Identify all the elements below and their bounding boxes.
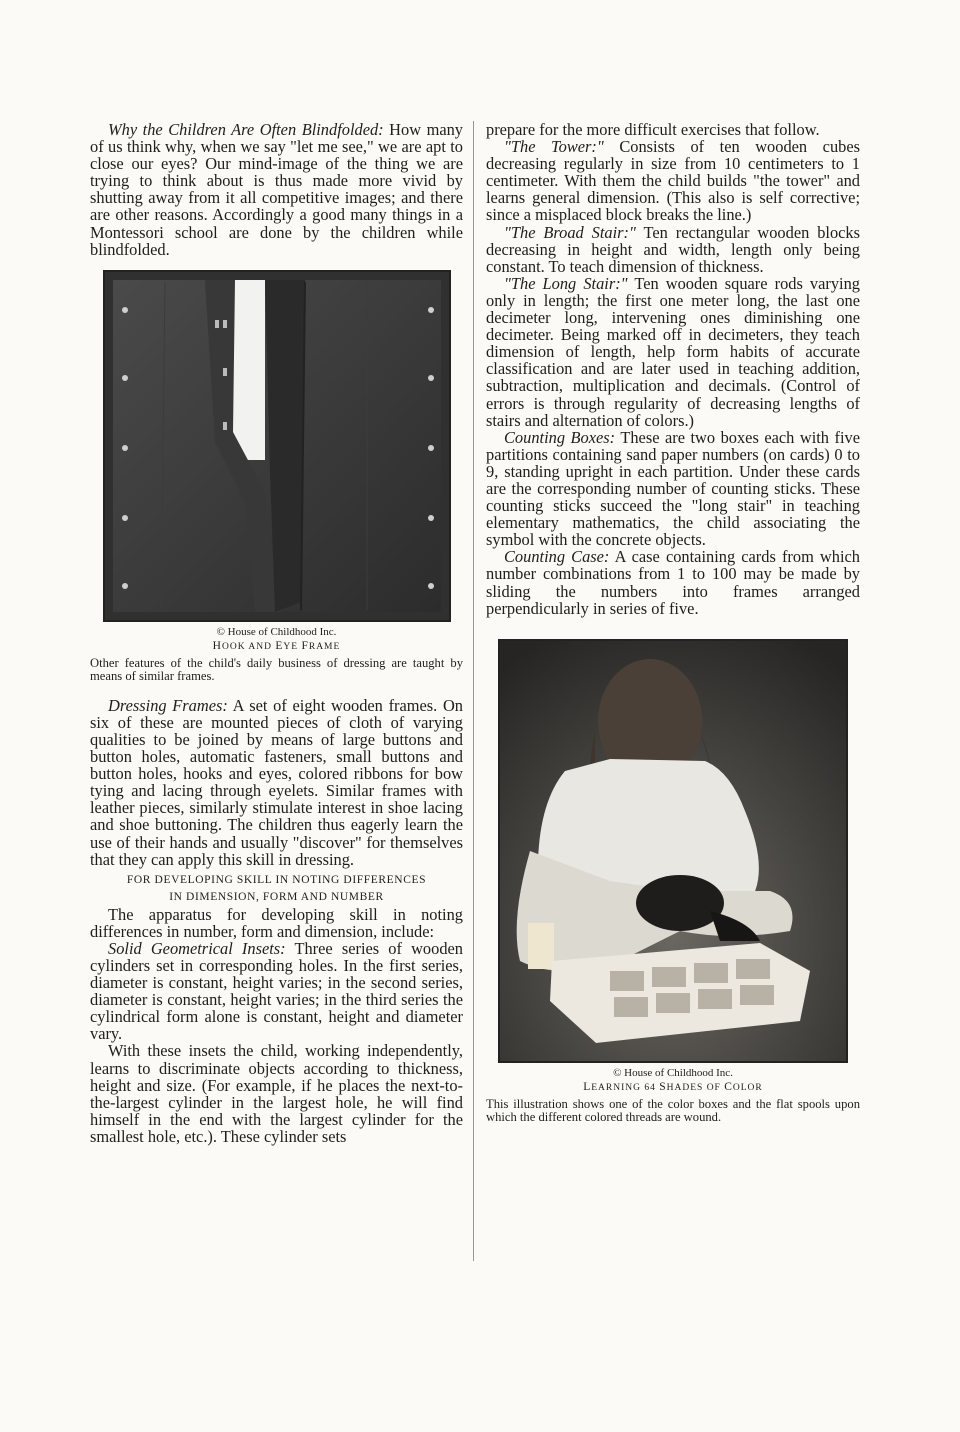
paragraph-dressing-frames [90, 697, 463, 868]
section-text: A case containing cards from which number combinations from 1 to 100 may be made by sliding the numbers into frames arranged perpendicularly in series of five. [486, 547, 860, 618]
section-title: Why the Children Are Often Blindfolded: [108, 120, 384, 139]
section-title: Dressing Frames: [108, 695, 228, 715]
left-column [90, 121, 463, 1145]
section-title: "The Tower:" [504, 137, 604, 157]
figure-hook-eye-frame [90, 270, 463, 683]
paragraph-continued: prepare for the more difficult exercises that follow. [486, 120, 820, 139]
figure-title: HOOK AND EYE FRAME [212, 639, 341, 652]
figure-credit: © House of Childhood Inc. [613, 1066, 733, 1079]
paragraph-broad-stair [486, 224, 860, 275]
paragraph-solid-insets [90, 940, 463, 1043]
right-column [486, 121, 860, 1124]
figure-shades-of-color [486, 639, 860, 1124]
figure-caption: This illustration shows one of the color boxes and the flat spools upon which the different colored threads are wound. [486, 1096, 860, 1124]
paragraph-counting-case [486, 548, 860, 616]
section-text: These are two boxes each with five partitions containing sand paper numbers (on cards) 0 to 9, standing upright in each partition. Under these cards are the corresponding number of counting sticks. These counting sticks succeed the "long stair" in teaching elementary mathematics, the child associating the symbol with the concrete objects. [486, 427, 860, 550]
section-text: How many of us think why, when we say "let me see," we are apt to close our eyes? Our mind-image of the thing we are trying to think about is thus made more vivid by shutting away from it all competitive images; and there are other reasons. Accordingly a good many things in a Montessori school are done by the children while blindfolded. [90, 120, 464, 259]
section-text: Ten rectangular wooden blocks decreasing in height and width, length only being constant. To teach dimension of thickness. [486, 222, 860, 276]
section-text: Ten wooden square rods varying only in length; the first one meter long, the last one decimeter long, intervening ones diminishing one decimeter. Being marked off in decimeters, they teach dimension of length, help form habits of accurate classification and are later used in teaching addition, subtraction, multiplication and decimals. (Control of errors is through regularity of decreasing lengths of stairs and alternation of colors.) [486, 273, 860, 430]
section-title: "The Broad Stair:" [504, 222, 636, 242]
section-title: "The Long Stair:" [504, 273, 628, 293]
child-color-box-illustration [500, 641, 846, 1061]
section-text: Three series of wooden cylinders set in corresponding holes. In the first series, diameter is constant, height varies; in the second series, diameter is constant, height varies; in the third series the cylindrical form alone is constant, height and diameter vary. [90, 938, 463, 1044]
paragraph-counting-boxes [486, 429, 860, 549]
hook-eye-frame-illustration [105, 272, 449, 620]
section-title: Counting Case: [504, 547, 610, 567]
paragraph-tower [486, 138, 860, 223]
figure-caption: Other features of the child's daily business of dressing are taught by means of similar frames. [90, 655, 463, 683]
paragraph-blindfolded [90, 121, 463, 258]
hook-eye-frame-photo [103, 270, 451, 622]
section-title: Counting Boxes: [504, 427, 616, 447]
figure-credit: © House of Childhood Inc. [216, 625, 337, 638]
section-title: Solid Geometrical Insets: [108, 938, 286, 958]
child-color-box-photo [498, 639, 848, 1063]
paragraph-apparatus: The apparatus for developing skill in noting differences in number, form and dimension, include: [90, 904, 463, 941]
section-heading: FOR DEVELOPING SKILL IN NOTING DIFFERENCES IN DIMENSION, FORM AND NUMBER [126, 873, 427, 903]
section-text: A set of eight wooden frames. On six of these are mounted pieces of cloth of varying qualities to be joined by means of large buttons and button holes, automatic fasteners, small buttons and button holes, hooks and eyes, colored ribbons for bow tying and lacing through eyelets. Similar frames with leather pieces, similarly stimulate interest in shoe lacing and shoe buttoning. The children thus eagerly learn the use of their hands and usually "discover" for themselves that they can apply this skill in dressing. [90, 695, 464, 869]
paragraph-long-stair [486, 275, 860, 429]
column-divider [473, 121, 474, 1261]
figure-title: LEARNING 64 SHADES OF COLOR [583, 1080, 763, 1093]
section-text: Consists of ten wooden cubes decreasing regularly in size from 10 centimeters to 1 centimeter. With them the child builds "the tower" and learns general dimension. (This also is self corrective; since a misplaced block breaks the line.) [486, 137, 860, 225]
paragraph-insets-use: With these insets the child, working independently, learns to discriminate objects according to thickness, height and size. (For example, if he places the next-to-the-largest cylinder in the largest hole, he will find himself in the end with the largest cylinder for the smallest hole, etc.). These cylinder sets [90, 1041, 463, 1146]
